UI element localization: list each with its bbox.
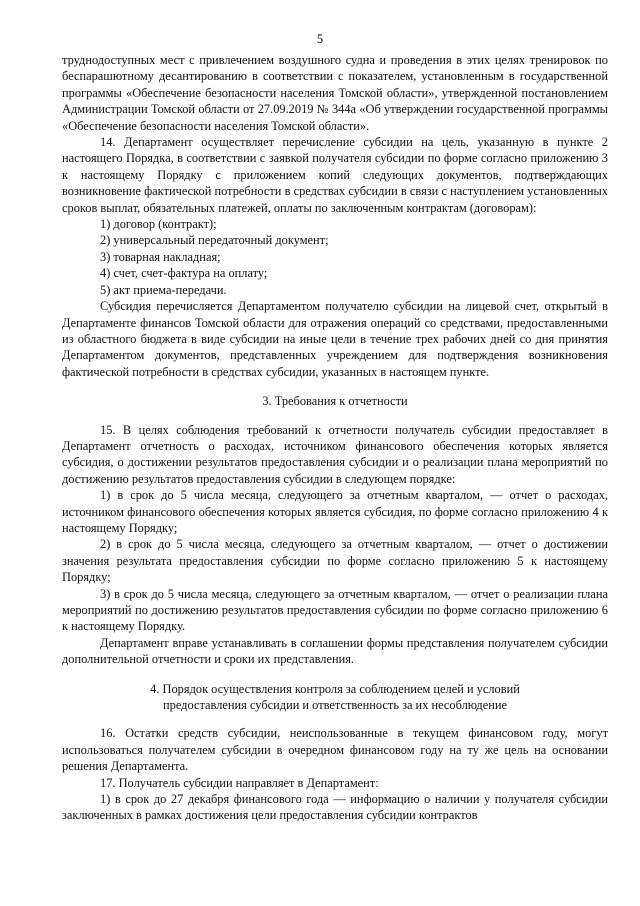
section-heading: предоставления субсидии и ответственность за их несоблюдение xyxy=(163,698,507,713)
list-item: 1) в срок до 5 числа месяца, следующего за отчетным кварталом, — отчет о расходах, источником финансового обеспечения которых является субсидия, по форме согласно приложению 4 к настоящему Порядку; xyxy=(62,488,608,535)
paragraph: Субсидия перечисляется Департаментом получателю субсидии на лицевой счет, открытый в Департаменте финансов Томской области для отражения операций со средствами, предоставленными из областного бюджета в виде субсидии на иные цели в течение трех рабочих дней со дня принятия Департаментом документов, представленных учреждением для подтверждения возникновения фактической потребности в средствах субсидии, указанных в настоящем пункте. xyxy=(62,299,608,379)
list-item: 3) товарная накладная; xyxy=(100,249,221,264)
paragraph: 16. Остатки средств субсидии, неиспользованные в текущем финансовом году, могут использоваться получателем субсидии в очередном финансовом году на ту же цель на основании решения Департамента. xyxy=(62,726,608,774)
list-item: 3) в срок до 5 числа месяца, следующего за отчетным кварталом, — отчет о реализации плана мероприятий по достижению результатов предоставления субсидии по форме согласно приложению 6 к настоящему Порядку. xyxy=(62,586,608,634)
page-number: 5 xyxy=(316,32,324,46)
section-heading: 4. Порядок осуществления контроля за соблюдением целей и условий xyxy=(150,681,520,696)
paragraph: Департамент вправе устанавливать в соглашении формы представления получателем субсидии дополнительной отчетности и сроки их представления. xyxy=(62,635,608,667)
paragraph: труднодоступных мест с привлечением воздушного судна и проведения в этих целях тренировок по беспарашютному десантированию в соответствии с показателем, установленным в государственной программы «Обеспечение безопасности населения Томской области», утвержденной постановлением Администрации Томской области от 27.09.2019 № 344а «Об утверждении государственной программы «Обеспечение безопасности населения Томской области». xyxy=(62,53,608,133)
paragraph: 15. В целях соблюдения требований к отчетности получатель субсидии предоставляет в Департамент отчетность о расходах, источником финансового обеспечения которых является субсидия, о достижении результатов предоставления субсидии и о реализации плана мероприятий по достижению результатов предоставления субсидии в следующем порядке: xyxy=(62,422,608,486)
document-body xyxy=(62,52,608,824)
list-item: 1) договор (контракт); xyxy=(100,217,217,232)
list-item: 5) акт приема-передачи. xyxy=(100,282,227,297)
list-item: 2) в срок до 5 числа месяца, следующего за отчетным кварталом, — отчет о достижении значения результата предоставления субсидии по форме согласно приложению 5 к настоящему Порядку; xyxy=(62,537,608,585)
list-item: 4) счет, счет-фактура на оплату; xyxy=(100,266,268,281)
paragraph: 17. Получатель субсидии направляет в Департамент: xyxy=(100,775,379,790)
list-item: 1) в срок до 27 декабря финансового года — информацию о наличии у получателя субсидии заключенных в рамках достижения цели предоставления субсидии контрактов xyxy=(62,792,608,823)
list-item: 2) универсальный передаточный документ; xyxy=(100,233,329,248)
section-heading: 3. Требования к отчетности xyxy=(262,394,408,409)
paragraph: 14. Департамент осуществляет перечисление субсидии на цель, указанную в пункте 2 настоящего Порядка, в соответствии с заявкой получателя субсидии по форме согласно приложению 3 к настоящему Порядку с приложением копий следующих документов, подтверждающих возникновение фактической потребности в средствах субсидии в связи с наступлением установленных сроков выплат, обязательных платежей, оплаты по заключенным контрактам (договорам): xyxy=(62,135,608,215)
